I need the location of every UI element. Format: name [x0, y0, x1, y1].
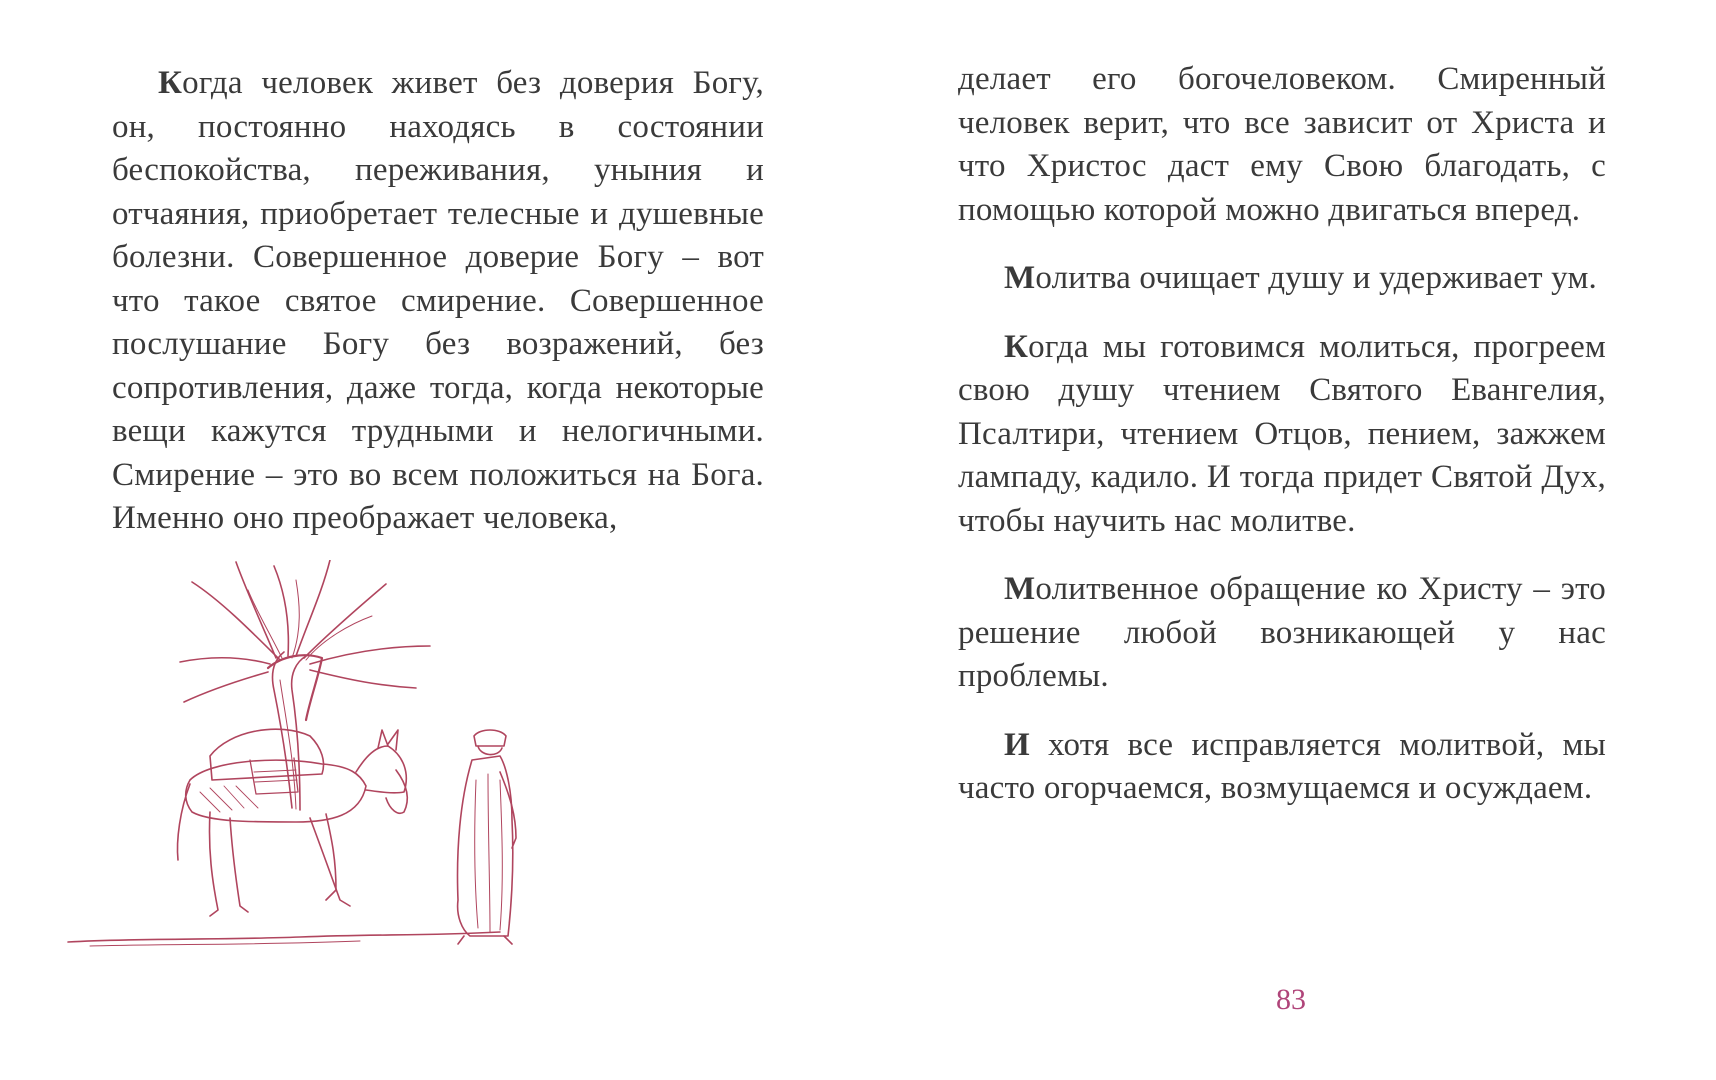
monk-head [478, 746, 502, 755]
tree-branch [184, 672, 268, 702]
paragraph-preparing-prayer [958, 326, 1606, 544]
drop-initial: И [1004, 726, 1030, 763]
donkey-pack [210, 729, 324, 780]
paragraph-prayer-cleanses [958, 257, 1606, 301]
right-text-block [958, 58, 1606, 811]
monk-robe-fold [475, 774, 503, 932]
donkey-leg [230, 818, 248, 912]
drop-initial: М [1004, 571, 1036, 607]
paragraph-text: хотя все исправляется молитвой, мы часто огорчаемся, возмущаемся и осуждаем. [958, 726, 1606, 806]
paragraph-text: олитва очищает душу и удерживает ум. [1035, 260, 1597, 296]
page-number: 83 [1276, 983, 1306, 1016]
tree-branch [274, 566, 288, 656]
paragraph-text: огда человек живет без доверия Богу, он, постоянно находясь в состоянии беспокойства, переживания, уныния и отчаяния, приобретает телесные и душевные болезни. Совершенное доверие Богу – вот что такое святое смирение. Совершенное послушание Богу без возражений, без сопротивления, даже тогда, когда некоторые вещи кажутся трудными и нелогичными. Смирение – это во всем положиться на Бога. Именно оно преображает человека, [112, 65, 764, 536]
tree-branch [304, 584, 386, 658]
drop-initial: К [158, 65, 183, 101]
tree-branch [292, 580, 299, 658]
ground-line [68, 932, 500, 942]
monk-hat [474, 730, 506, 746]
tree-branch [236, 562, 276, 658]
drop-initial: К [1004, 328, 1029, 365]
tree-branch [248, 590, 282, 658]
paragraph-we-condemn [958, 724, 1606, 811]
donkey-neck [356, 746, 406, 793]
sketch-tree-donkey-monk-icon [60, 560, 560, 985]
paragraph-humility [112, 62, 764, 541]
paragraph-text: олитвенное обращение ко Христу – это решение любой возникающей у нас проблемы. [958, 571, 1606, 694]
illustration-svg [60, 560, 560, 980]
ground-line [90, 941, 360, 946]
paragraph-prayer-to-christ [958, 568, 1606, 699]
tree-branch [310, 646, 430, 664]
donkey-shading [200, 786, 258, 812]
drop-initial: М [1004, 260, 1036, 296]
donkey-leg [209, 812, 218, 916]
donkey-tail [178, 784, 191, 860]
tree-branch [310, 670, 416, 688]
tree-branch [180, 658, 270, 664]
paragraph-continuation: делает его богочеловеком. Смиренный человек верит, что все зависит от Христа и что Христос даст ему Свою благодать, с помощью которой можно двигаться вперед. [958, 61, 1606, 228]
left-text-block [112, 62, 764, 541]
tree-branch [306, 616, 372, 660]
tree-branch [192, 582, 280, 660]
monk-feet [458, 936, 512, 944]
right-page [858, 0, 1716, 1080]
paragraph-text: огда мы готовимся молиться, прогреем свою душу чтением Святого Евангелия, Псалтири, чтением Отцов, пением, зажжем лампаду, кадило. И тогда придет Святой Дух, чтобы научить нас молитве. [958, 328, 1606, 539]
